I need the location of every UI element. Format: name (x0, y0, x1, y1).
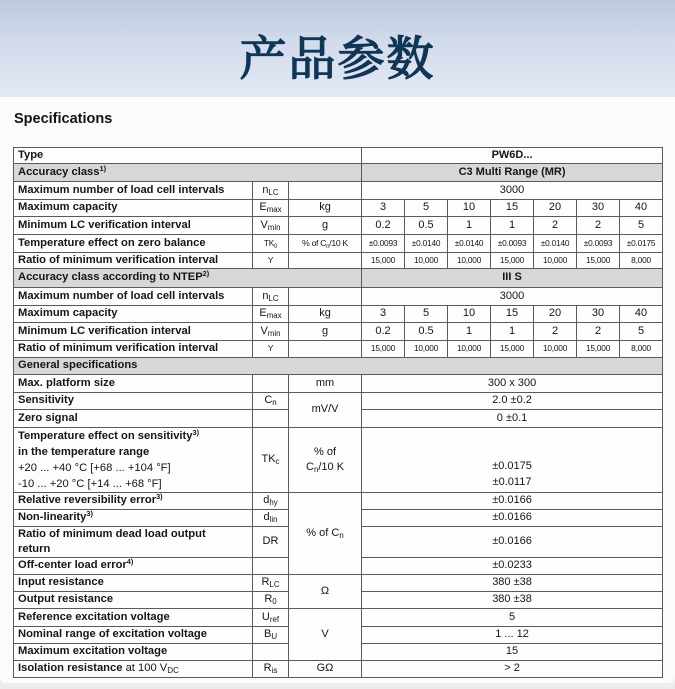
row-symbol: $TK_0$ (253, 235, 289, 253)
row-label: Temperature effect on sensitivity$^{3)}$ in the temperature range +20 ... +40 °C [+68 ... +104 °F] -10 ... +20 °C [+14 ... +68 °F] (14, 428, 253, 493)
row-value: 5 (620, 217, 663, 235)
row-label: Relative reversibility error$^{3)}$ (14, 493, 253, 510)
row-value: 8,000 (620, 341, 663, 358)
row-label: Max. platform size (14, 375, 253, 393)
temperature-range-2: -10 ... +20 °C [+14 ... +68 °F] (18, 478, 162, 490)
row-value: 10,000 (534, 253, 577, 269)
table-row (14, 306, 663, 323)
section-title: Specifications (14, 111, 113, 127)
row-value: 20 (534, 200, 577, 217)
row-value: 10 (448, 306, 491, 323)
row-value: 0.2 (362, 323, 405, 341)
table-row (14, 253, 663, 269)
type-label: Type (14, 148, 362, 164)
row-label: Maximum excitation voltage (14, 644, 253, 661)
row-value: 2 (577, 323, 620, 341)
row-value: 10,000 (448, 341, 491, 358)
row-unit: % of $C_n/10$ K (289, 235, 362, 253)
table-row (14, 323, 663, 341)
row-value: 15,000 (362, 253, 405, 269)
row-value: 5 (620, 323, 663, 341)
row-value: 15,000 (491, 341, 534, 358)
row-value: 2.0 ±0.2 (362, 393, 663, 410)
row-value: 5 (405, 200, 448, 217)
row-label: Off-center load error$^{4)}$ (14, 558, 253, 575)
row-value: ±0.0093 (362, 235, 405, 253)
row-value: 1 (448, 217, 491, 235)
row-symbol: $d_{lin}$ (253, 510, 289, 527)
row-symbol: $V_{min}$ (253, 217, 289, 235)
row-symbol: $E_{max}$ (253, 306, 289, 323)
row-value: 10,000 (534, 341, 577, 358)
row-label: Temperature effect on zero balance (14, 235, 253, 253)
table-row (14, 288, 663, 306)
row-value: 15,000 (577, 341, 620, 358)
row-symbol: $U_{ref}$ (253, 609, 289, 627)
row-value: 3000 (362, 288, 663, 306)
row-value: 15,000 (362, 341, 405, 358)
row-unit: kg (289, 200, 362, 217)
row-unit (289, 182, 362, 200)
header-banner (0, 0, 675, 97)
row-value: ±0.0140 (534, 235, 577, 253)
accuracy-class-value: C3 Multi Range (MR) (362, 164, 663, 182)
row-value: 30 (577, 306, 620, 323)
row-value: 2 (577, 217, 620, 235)
row-value: 10,000 (448, 253, 491, 269)
row-label: Maximum capacity (14, 306, 253, 323)
row-unit: mV/V (289, 393, 362, 428)
row-value: 300 x 300 (362, 375, 663, 393)
table-row (14, 609, 663, 627)
row-unit: g (289, 217, 362, 235)
row-value: 1 (491, 217, 534, 235)
value-range-1: ±0.0175 (492, 460, 532, 472)
banner-title: 产品参数 (239, 32, 436, 87)
row-value: 40 (620, 306, 663, 323)
row-value: 8,000 (620, 253, 663, 269)
row-value: 5 (362, 609, 663, 627)
table-row (14, 575, 663, 592)
row-value: 380 ±38 (362, 592, 663, 609)
row-value: ±0.0166 (362, 510, 663, 527)
row-unit (289, 253, 362, 269)
row-value: ±0.0140 (405, 235, 448, 253)
table-row (14, 493, 663, 510)
general-specifications-heading: General specifications (14, 358, 663, 375)
row-unit: Ω (289, 575, 362, 609)
row-label: Ratio of minimum verification interval (14, 341, 253, 358)
row-symbol: $R_{is}$ (253, 661, 289, 678)
row-label: Maximum number of load cell intervals (14, 182, 253, 200)
row-value: 10 (448, 200, 491, 217)
row-unit: % of $C_n$ (289, 493, 362, 575)
row-label: Reference excitation voltage (14, 609, 253, 627)
row-value: ±0.0175 (620, 235, 663, 253)
row-symbol: $TK_c$ (253, 428, 289, 493)
row-symbol: $n_{LC}$ (253, 182, 289, 200)
row-label: Sensitivity (14, 393, 253, 410)
row-label: Maximum capacity (14, 200, 253, 217)
row-value: ±0.0140 (448, 235, 491, 253)
row-symbol (253, 410, 289, 428)
row-value: 1 (448, 323, 491, 341)
row-value: 10,000 (405, 341, 448, 358)
row-value: 5 (405, 306, 448, 323)
row-unit: V (289, 609, 362, 661)
row-symbol: $E_{max}$ (253, 200, 289, 217)
row-unit: kg (289, 306, 362, 323)
row-unit (289, 288, 362, 306)
section-heading-row (14, 358, 663, 375)
row-value (362, 428, 663, 493)
row-value: 1 ... 12 (362, 627, 663, 644)
row-symbol: Y (253, 253, 289, 269)
row-label: Isolation resistance at 100 $V_{DC}$ (14, 661, 253, 678)
table-row (14, 428, 663, 493)
row-value: 380 ±38 (362, 575, 663, 592)
table-row (14, 393, 663, 410)
row-label: Maximum number of load cell intervals (14, 288, 253, 306)
row-value: 0.5 (405, 323, 448, 341)
row-value: 15,000 (577, 253, 620, 269)
row-symbol: $d_{hy}$ (253, 493, 289, 510)
row-symbol: DR (253, 527, 289, 558)
row-value: 3 (362, 306, 405, 323)
row-label: Zero signal (14, 410, 253, 428)
row-symbol (253, 375, 289, 393)
table-row (14, 375, 663, 393)
row-label: Non-linearity$^{3)}$ (14, 510, 253, 527)
ntep-class-value: III S (362, 269, 663, 288)
row-value: ±0.0166 (362, 527, 663, 558)
row-value: 0 ±0.1 (362, 410, 663, 428)
row-unit (289, 341, 362, 358)
row-value: > 2 (362, 661, 663, 678)
table-row (14, 200, 663, 217)
table-row (14, 182, 663, 200)
row-value: ±0.0233 (362, 558, 663, 575)
row-symbol: $V_{min}$ (253, 323, 289, 341)
row-label: Minimum LC verification interval (14, 323, 253, 341)
row-symbol: $R_{LC}$ (253, 575, 289, 592)
row-symbol: $B_U$ (253, 627, 289, 644)
row-symbol (253, 644, 289, 661)
value-range-2: ±0.0117 (492, 476, 532, 488)
row-value: 0.5 (405, 217, 448, 235)
table-row (14, 341, 663, 358)
type-row (14, 148, 663, 164)
row-value: 2 (534, 323, 577, 341)
row-label: Ratio of minimum verification interval (14, 253, 253, 269)
ntep-class-heading: Accuracy class according to NTEP$^{2)}$ (14, 269, 362, 288)
section-heading-row (14, 164, 663, 182)
row-label: Input resistance (14, 575, 253, 592)
specifications-table (13, 147, 663, 678)
table-row (14, 661, 663, 678)
row-unit: % of $C_n/10$ K (289, 428, 362, 493)
accuracy-class-heading: Accuracy class$^{1)}$ (14, 164, 362, 182)
row-label: Output resistance (14, 592, 253, 609)
row-value: 3000 (362, 182, 663, 200)
row-label: Ratio of minimum dead load output return (14, 527, 253, 558)
row-label: Nominal range of excitation voltage (14, 627, 253, 644)
row-unit: GΩ (289, 661, 362, 678)
row-unit: mm (289, 375, 362, 393)
row-value: 15 (491, 306, 534, 323)
row-value: 30 (577, 200, 620, 217)
row-label: Minimum LC verification interval (14, 217, 253, 235)
row-value: 10,000 (405, 253, 448, 269)
row-value: 1 (491, 323, 534, 341)
row-symbol: Y (253, 341, 289, 358)
row-symbol (253, 558, 289, 575)
row-value: 0.2 (362, 217, 405, 235)
section-heading-row (14, 269, 663, 288)
row-value: 20 (534, 306, 577, 323)
row-symbol: $n_{LC}$ (253, 288, 289, 306)
row-value: ±0.0166 (362, 493, 663, 510)
temperature-range-1: +20 ... +40 °C [+68 ... +104 °F] (18, 462, 171, 474)
row-value: ±0.0093 (491, 235, 534, 253)
model-name: PW6D... (362, 148, 663, 164)
row-symbol: $C_n$ (253, 393, 289, 410)
table-row (14, 235, 663, 253)
row-value: 15 (491, 200, 534, 217)
row-value: 15,000 (491, 253, 534, 269)
row-value: 3 (362, 200, 405, 217)
row-value: 40 (620, 200, 663, 217)
row-value: 15 (362, 644, 663, 661)
table-row (14, 217, 663, 235)
row-symbol: $R_0$ (253, 592, 289, 609)
row-unit: g (289, 323, 362, 341)
row-value: ±0.0093 (577, 235, 620, 253)
row-value: 2 (534, 217, 577, 235)
